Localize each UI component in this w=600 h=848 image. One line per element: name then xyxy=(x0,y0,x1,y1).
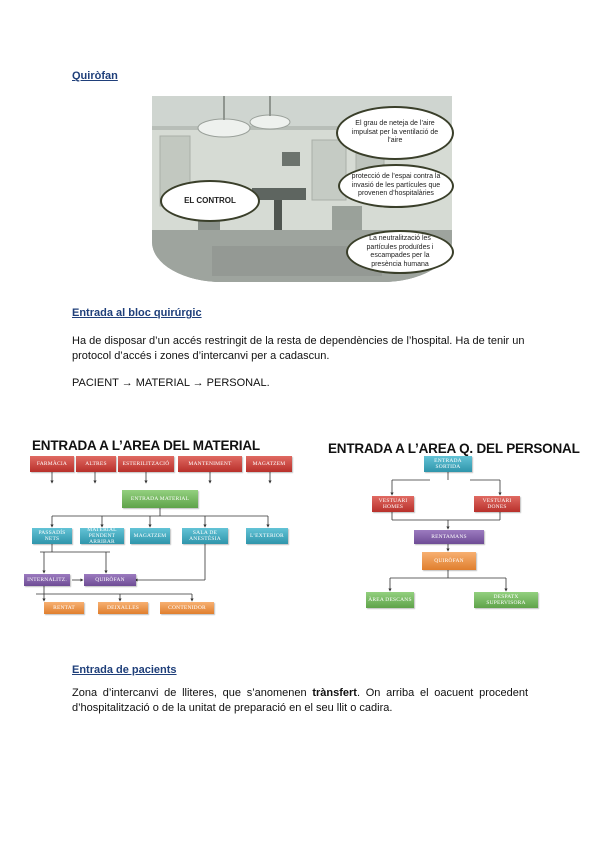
personal-chart-title: ENTRADA A L’AREA Q. DEL PERSONAL xyxy=(328,441,580,456)
material-box-quirofan: QUIRÒFAN xyxy=(84,574,136,586)
paragraph-order: PACIENT → MATERIAL → PERSONAL. xyxy=(72,377,270,389)
personal-box-area-descans: ÀREA DESCANS xyxy=(366,592,414,608)
info-bubble-particle-neutralization: La neutralització les partícules produïdes i escampades per la presència humana xyxy=(346,230,454,274)
section-heading-entrada-bloc: Entrada al bloc quirúrgic xyxy=(72,307,202,319)
paragraph-transfert-end: . On arriba el oacuent procedent d’hospitalització o de la unitat de preparació en el seu llit o cadira. xyxy=(72,687,529,714)
personal-box-rentamans: RENTAMANS xyxy=(414,530,484,544)
paragraph-transfert-start: Zona d’intercanvi de lliteres, que s’anomenen xyxy=(72,687,313,699)
paragraph-transfert-term: trànsfert xyxy=(312,687,357,699)
material-box-internalitz: INTERNALITZ. xyxy=(24,574,70,586)
material-box-material-pendent: MATERIAL PENDENT ARRIBAR xyxy=(80,528,124,544)
material-box-manteniment: MANTENIMENT xyxy=(178,456,242,472)
personal-box-quirofan: QUIRÒFAN xyxy=(422,552,476,570)
material-chart-title: ENTRADA A L’AREA DEL MATERIAL xyxy=(32,438,260,453)
personal-box-vestuari-homes: VESTUARI HOMES xyxy=(372,496,414,512)
paragraph-transfert xyxy=(72,686,528,716)
personal-box-vestuari-dones: VESTUARI DONES xyxy=(474,496,520,512)
material-box-rentat: RENTAT xyxy=(44,602,84,614)
paragraph-access: Ha de disposar d’un accés restringit de la resta de dependències de l’hospital. Ha de tenir un protocol d’accés i zones d’intercanvi per a cadascun. xyxy=(72,335,525,362)
section-heading-entrada-pacients: Entrada de pacients xyxy=(72,664,177,676)
material-box-entrada: ENTRADA MATERIAL xyxy=(122,490,198,508)
control-bubble: EL CONTROL xyxy=(160,180,260,222)
info-bubble-air-cleanliness: El grau de neteja de l’aire impulsat per la ventilació de l’aire xyxy=(336,106,454,160)
material-box-contenidor: CONTENIDOR xyxy=(160,602,214,614)
personal-box-despatx-supervisora: DESPATX SUPERVISORA xyxy=(474,592,538,608)
personal-box-entrada-sortida: ENTRADA SORTIDA xyxy=(424,456,472,472)
material-box-altres: ALTRES xyxy=(76,456,116,472)
material-box-magatzem-mid: MAGATZEM xyxy=(130,528,170,544)
material-box-passadis: PASSADÍS NETS xyxy=(32,528,72,544)
material-box-magatzem: MAGATZEM xyxy=(246,456,292,472)
material-box-exterior: L’EXTERIOR xyxy=(246,528,288,544)
info-bubble-space-protection: protecció de l’espai contra la invasió de les partícules que provenen d’hospitalàries xyxy=(338,164,454,208)
material-box-sala-anestesia: SALA DE ANESTÈSIA xyxy=(182,528,228,544)
material-box-esterilitzacio: ESTERILITZACIÓ xyxy=(118,456,174,472)
material-box-farmacia: FARMÀCIA xyxy=(30,456,74,472)
section-heading-quirofan: Quiròfan xyxy=(72,70,118,82)
material-box-deixalles: DEIXALLES xyxy=(98,602,148,614)
